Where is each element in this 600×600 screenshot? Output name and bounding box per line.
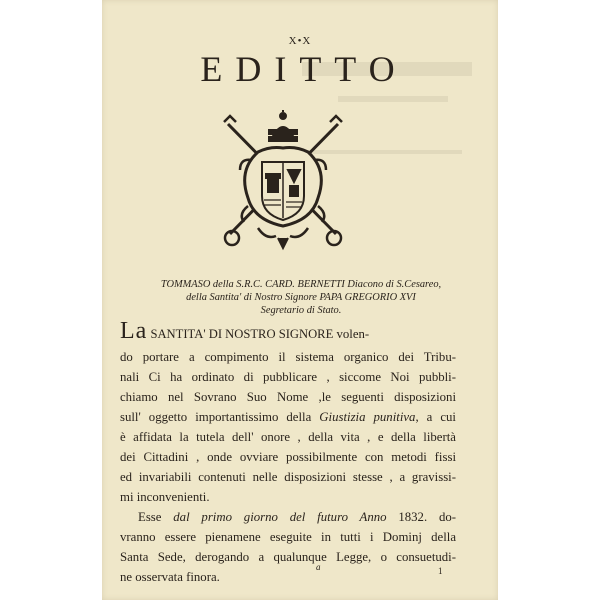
papal-coat-of-arms-icon bbox=[218, 110, 348, 252]
line-5-end: , a cui bbox=[415, 410, 456, 424]
document-page bbox=[102, 0, 498, 600]
lead-text: SANTITA' DI NOSTRO SIGNORE bbox=[147, 327, 334, 341]
paragraph-1-line-6: è affidata la tutela dell' onore , della vita , e della libertà bbox=[120, 430, 456, 444]
body-text bbox=[120, 318, 456, 587]
paragraph-1-line-4: chiamo nel Sovrano Suo Nome ,le seguenti disposizioni bbox=[120, 390, 456, 404]
byline-line-2: della Santita' di Nostro Signore PAPA GREGORIO XVI bbox=[186, 292, 416, 303]
paragraph-1-line-9: mi inconvenienti. bbox=[120, 490, 210, 504]
paragraph-1-line-1 bbox=[120, 318, 456, 347]
emphasis-giustizia: Giustizia punitiva bbox=[319, 410, 416, 424]
line-5-start: sull' oggetto importantissimo della bbox=[120, 410, 320, 424]
paragraph-2-line-1 bbox=[120, 507, 456, 527]
paragraph-1-line-2: do portare a compimento il sistema organico dei Tribu- bbox=[120, 350, 456, 364]
p2-start: Esse bbox=[138, 510, 174, 524]
paragraph-2-line-3: Santa Sede, derogando a qualunque Legge, o consuetudi- bbox=[120, 550, 456, 564]
paragraph-2-line-4: ne osservata finora. bbox=[120, 570, 220, 584]
drop-cap: La bbox=[120, 318, 148, 344]
byline bbox=[126, 278, 476, 317]
line-tail: volen- bbox=[333, 327, 370, 341]
byline-line-3: Segretario di Stato. bbox=[260, 305, 342, 316]
paragraph-2-line-2: vranno essere pienamene eseguite in tutti i Dominj della bbox=[120, 530, 456, 544]
paragraph-1-line-8: ed invariabili contenuti nelle disposizioni stesse , a gravissi- bbox=[120, 470, 456, 484]
page-title: EDITTO bbox=[200, 49, 408, 89]
p2-end: 1832. do- bbox=[386, 510, 457, 524]
signature-mark: a bbox=[316, 562, 321, 572]
page-number: 1 bbox=[438, 566, 443, 576]
paragraph-1-line-5 bbox=[120, 407, 456, 427]
ornamental-mark: X•X bbox=[288, 35, 312, 47]
byline-line-1: TOMMASO della S.R.C. CARD. BERNETTI Diacono di S.Cesareo, bbox=[160, 279, 442, 290]
paragraph-1-line-7: dei Cittadini , onde ovviare possibilmente con metodi fissi bbox=[120, 450, 456, 464]
paragraph-1-line-3: nali Ci ha ordinato di pubblicare , siccome Noi pubbli- bbox=[120, 370, 456, 384]
emphasis-date: dal primo giorno del futuro Anno bbox=[173, 510, 387, 524]
